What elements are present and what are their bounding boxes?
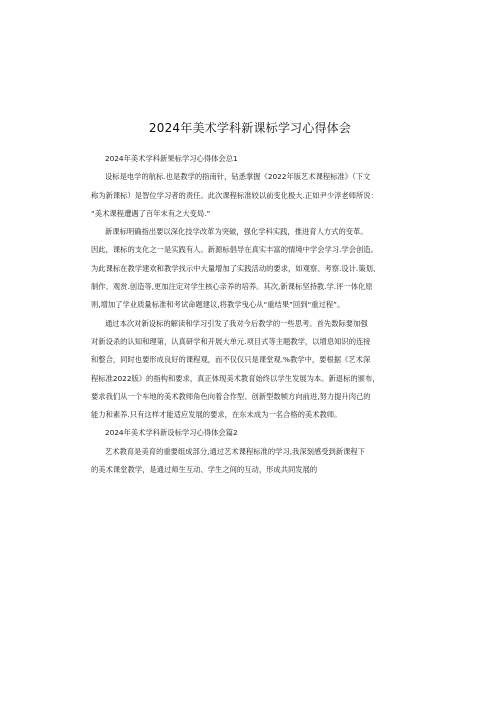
section-heading: 2024年美术学科新设标学习心得体会篇2 xyxy=(105,428,238,438)
text-line: 通过本次对新设标的解读和学习引发了我对今后教学的一些思考。首先数际要加强 xyxy=(105,318,368,328)
text-line: “美术课程遭遇了百年未有之大变局.” xyxy=(91,208,211,218)
text-line: 为此课标在教学建欢和教学找示中大量增加了实践活动的要求，如观察、考察.设计.策划、 xyxy=(91,263,381,273)
text-line: 程标准2022版》的指构和要求，真正体现美术教育始终以学生发展为本。新退标的颁布， xyxy=(91,373,380,383)
text-line: 因此，课标的支化之一是实践有人。新源标倡导在真实丰富的情境中学会学习.学会创造。 xyxy=(91,245,378,255)
text-line: 设标是电学的航标.也是教学的指南针，钻悉掌握《2022年版艺术课程标准》（下文 xyxy=(105,172,371,182)
text-line: 能力和素养.只有这样才能适应发展的要求，在东未成为一名合格的美术教师。 xyxy=(91,410,342,420)
text-line: 称为新课标）是智位学习者的责任。此次课程标准较以前变化极大.正如尹少淳老师所说： xyxy=(91,190,378,200)
text-line: 制作、观赏.创造等,更加注定对学生核心亲养的培养。其次,新课标坚持教.学.评一体化原 xyxy=(91,282,373,292)
text-line: 要求我们从一个车地的美术教师角色向着合作型、创新型数帧方向前进,努力提升肉己的 xyxy=(91,391,371,401)
text-line: 的美术课堂教学，是通过师生互动、学生之间的互动，形成共同发展的 xyxy=(91,465,318,475)
text-line: 2024年美术学科新果标学习心得体会总1 xyxy=(105,154,238,163)
text-line: 和整合，同时也要形成良好的课程观，而不仅仅只是课堂观.%教学中，要根据《艺术深 xyxy=(91,355,371,365)
text-line: 则,增加了学业质量标准和考试命题建议,将教学曳心从“重结果”回到“重过程”。 xyxy=(91,300,345,310)
document-title: 2024年美术学科新课标学习心得体会 xyxy=(148,121,352,135)
document-body xyxy=(91,150,409,479)
text-line: 新课标明确指出要以深化技学改革为突破，强化学科实践，推进育人方式的变革。 xyxy=(105,227,368,237)
text-line: 艺术教育是美育的重要组成部分,通过艺术课程标准的学习,我深刻感受到新课程下 xyxy=(105,446,366,456)
text-line: 对新设杀的认知和理第，认真研学和开展大单元.项目式等主题教学，以增息知识的连接 xyxy=(91,336,371,346)
